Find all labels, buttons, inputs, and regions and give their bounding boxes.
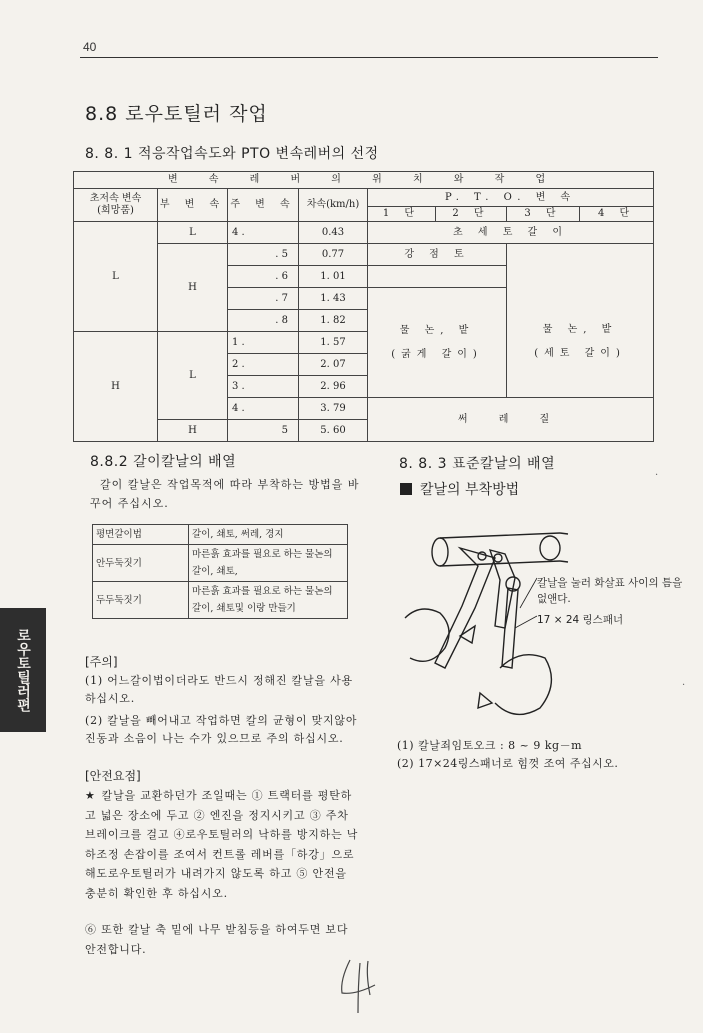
table-cell: L — [158, 222, 228, 244]
illustration-callout: 17 × 24 링스패너 — [537, 614, 624, 626]
subsection-title: 8. 8. 1 적응작업속도와 PTO 변속레버의 선정 — [85, 146, 379, 162]
method-cell: 평면갈이법 — [93, 525, 189, 545]
table-cell: 2. 96 — [299, 376, 368, 398]
handwritten-mark — [330, 955, 390, 1015]
table-cell: 1. 82 — [299, 310, 368, 332]
table-cell: L — [158, 332, 228, 420]
subsection-title: 8.8.2 갈이칼날의 배열 — [90, 454, 237, 470]
safety-tail: ⑥ 또한 칼날 축 밑에 나무 받침등을 하여두면 보다 안전합니다. — [85, 923, 349, 956]
table-cell: H — [74, 332, 158, 442]
caution-heading: [주의] — [85, 655, 118, 669]
table-cell: 4 . — [228, 398, 299, 420]
table-cell: 1. 57 — [299, 332, 368, 354]
method-cell: 두두둑짓기 — [93, 582, 189, 619]
table-cell — [507, 244, 654, 266]
table-top-header: 변 속 레 버 의 위 치 와 작 업 — [74, 172, 654, 189]
square-bullet-icon — [400, 483, 412, 495]
desc-cell: 마른흙 효과를 필요로 하는 물논의 갈이, 쇄토, — [189, 545, 348, 582]
table-cell: 2 . — [228, 354, 299, 376]
page-number: 40 — [83, 40, 97, 54]
table-cell: 2. 07 — [299, 354, 368, 376]
work-paddy-fine: 물 논, 밭 (세토 갈이) — [507, 288, 654, 398]
safety-paragraph: ★ 칼날을 교환하던가 조일때는 ① 트랙터를 평탄하고 넓은 장소에 두고 ② 엔진을 정지시키고 ③ 주차브레이크를 걸고 ④로우토틸러의 낙하를 방지하는 낙하조정 손잡이를 조여서 컨트롤 레버를「하강」으로 해도로우토틸러가 내려가지 않도록 하고 ⑤ 안전을 충분히 확인한 후 하십시오. — [85, 789, 359, 900]
blade-arrangement-table — [92, 524, 348, 619]
work-type-cell: 강 점 토 — [368, 244, 507, 266]
table-cell: 5. 60 — [299, 420, 368, 442]
chapter-side-tab: 로우토틸러편 — [0, 608, 46, 732]
table-cell: 1. 43 — [299, 288, 368, 310]
header-pto-1: 1 단 — [368, 207, 436, 222]
table-cell: 3 . — [228, 376, 299, 398]
paragraph: 갈이 칼날은 작업목적에 따라 부착하는 방법을 바꾸어 주십시오. — [90, 478, 360, 510]
header-pto: P. T. O. 변 속 — [368, 189, 654, 207]
table-cell: H — [158, 244, 228, 332]
scan-speck: · — [682, 680, 686, 691]
header-pto-4: 4 단 — [580, 207, 654, 222]
table-cell: 1 . — [228, 332, 299, 354]
header-sub-shift: 부 변 속 — [158, 189, 228, 222]
table-cell: H — [158, 420, 228, 442]
table-cell: . 7 — [228, 288, 299, 310]
header-main-gear: 주 변 속 — [228, 189, 299, 222]
work-type-cell: 초 세 토 갈 이 — [368, 222, 654, 244]
safety-heading: [안전요점] — [85, 769, 141, 783]
table-cell: 5 — [228, 420, 299, 442]
spec-item: (1) 칼날죄임토오크 : 8 ~ 9 kg－m — [397, 739, 582, 752]
header-rule — [80, 57, 658, 58]
speed-pto-table — [73, 171, 654, 442]
illustration-callout: 칼날을 눌러 화살표 사이의 틈을 없앤다. — [537, 577, 683, 605]
header-speed: 차속(km/h) — [299, 189, 368, 222]
table-cell — [507, 266, 654, 288]
header-main-shift: 초저속 변속 (희망품) — [74, 189, 158, 222]
table-cell: 3. 79 — [299, 398, 368, 420]
table-cell: L — [74, 222, 158, 332]
method-cell: 안두둑짓기 — [93, 545, 189, 582]
table-cell — [368, 266, 507, 288]
table-cell: 4 . — [228, 222, 299, 244]
section-heading: 8.8 로우토틸러 작업 — [85, 103, 268, 125]
table-cell: 0.43 — [299, 222, 368, 244]
desc-cell: 갈이, 쇄토, 써레, 경지 — [189, 525, 348, 545]
table-cell: . 5 — [228, 244, 299, 266]
star-icon: ★ — [85, 789, 96, 802]
table-cell: . 8 — [228, 310, 299, 332]
header-pto-3: 3 단 — [507, 207, 580, 222]
table-cell: . 6 — [228, 266, 299, 288]
table-cell: 1. 01 — [299, 266, 368, 288]
subsection-title: 8. 8. 3 표준칼날의 배열 — [399, 456, 556, 472]
caution-item: (2) 칼날을 빼어내고 작업하면 칼의 균형이 맞지않아 진동과 소음이 나는 수가 있으므로 주의 하십시오. — [85, 714, 358, 745]
spec-item: (2) 17×24링스패너로 힘껏 조여 주십시오. — [397, 757, 619, 770]
header-pto-2: 2 단 — [436, 207, 507, 222]
desc-cell: 마른흙 효과를 필요로 하는 물논의 갈이, 쇄토및 이랑 만들기 — [189, 582, 348, 619]
caution-item: (1) 어느갈이법이더라도 반드시 정해진 칼날을 사용하십시오. — [85, 674, 353, 705]
scan-speck: · — [655, 470, 659, 481]
attach-heading: 칼날의 부착방법 — [400, 479, 519, 499]
work-harrow: 써 레 질 — [368, 398, 654, 442]
work-paddy-rough: 물 논, 밭 (굵게 갈이) — [368, 288, 507, 398]
table-cell: 0.77 — [299, 244, 368, 266]
